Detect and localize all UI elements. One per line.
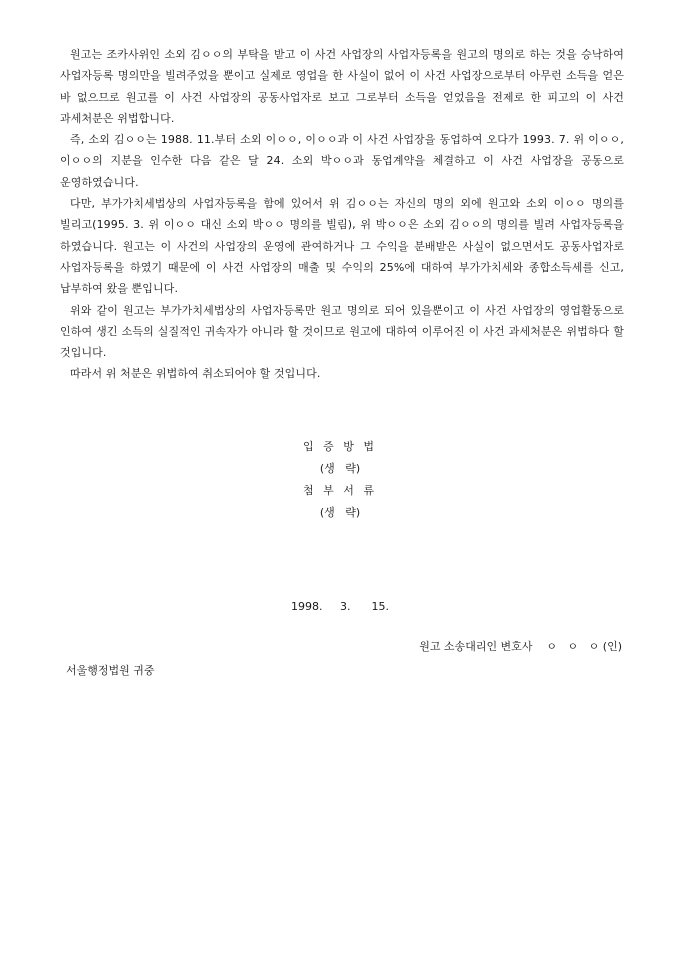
document-body [60,44,624,385]
signature-line: 원고 소송대리인 변호사 ㅇ ㅇ ㅇ (인) [419,640,622,653]
attachments-body: (생 략) [319,506,361,519]
evidence-section [0,436,680,524]
document-date: 1998. 3. 15. [291,600,389,613]
paragraph-5: 따라서 위 처분은 위법하여 취소되어야 할 것입니다. [70,367,321,381]
paragraph-1: 원고는 조카사위인 소외 김ㅇㅇ의 부탁을 받고 이 사건 사업장의 사업자등록을 원고의 명의로 하는 것을 승낙하여 사업자등록 명의만을 빌려주었을 뿐이고 실제로 영업을 한 사실이 없어 이 사건 사업장으로부터 아무런 소득을 얻은 바 없으므로 원고를 이 사건 사업장의 공동사업자로 보고 그로부터 소득을 얻었음을 전제로 한 피고의 이 사건 과세처분은 위법합니다. [60,48,624,125]
paragraph-2: 즉, 소외 김ㅇㅇ는 1988. 11.부터 소외 이ㅇㅇ, 이ㅇㅇ과 이 사건 사업장을 동업하여 오다가 1993. 7. 위 이ㅇㅇ, 이ㅇㅇ의 지분을 인수한 다음 같은 달 24. 소외 박ㅇㅇ과 동업계약을 체결하고 이 사건 사업장을 공동으로 운영하였습니다. [60,133,624,189]
evidence-heading: 입 증 방 법 [303,440,377,453]
paragraph-3: 다만, 부가가치세법상의 사업자등록을 함에 있어서 위 김ㅇㅇ는 자신의 명의 외에 원고와 소외 이ㅇㅇ 명의를 빌리고(1995. 3. 위 이ㅇㅇ 대신 소외 박ㅇㅇ 명의를 빌림), 위 박ㅇㅇ은 소외 김ㅇㅇ의 명의를 빌려 사업자등록을 하였습니다. 원고는 이 사건의 사업장의 운영에 관여하거나 그 수익을 분배받은 사실이 없으면서도 공동사업자로 사업자등록을 하였기 때문에 이 사건 사업장의 매출 및 수익의 25%에 대하여 부가가치세와 종합소득세를 신고, 납부하여 왔을 뿐입니다. [60,197,624,296]
paragraph-4: 위와 같이 원고는 부가가치세법상의 사업자등록만 원고 명의로 되어 있을뿐이고 이 사건 사업장의 영업활동으로 인하여 생긴 소득의 실질적인 귀속자가 아니라 할 것이므로 원고에 대하여 이루어진 이 사건 과세처분은 위법하다 할 것입니다. [60,303,624,360]
court-addressee: 서울행정법원 귀중 [66,664,155,677]
attachments-heading: 첨 부 서 류 [303,484,377,497]
evidence-body: (생 략) [319,462,361,475]
